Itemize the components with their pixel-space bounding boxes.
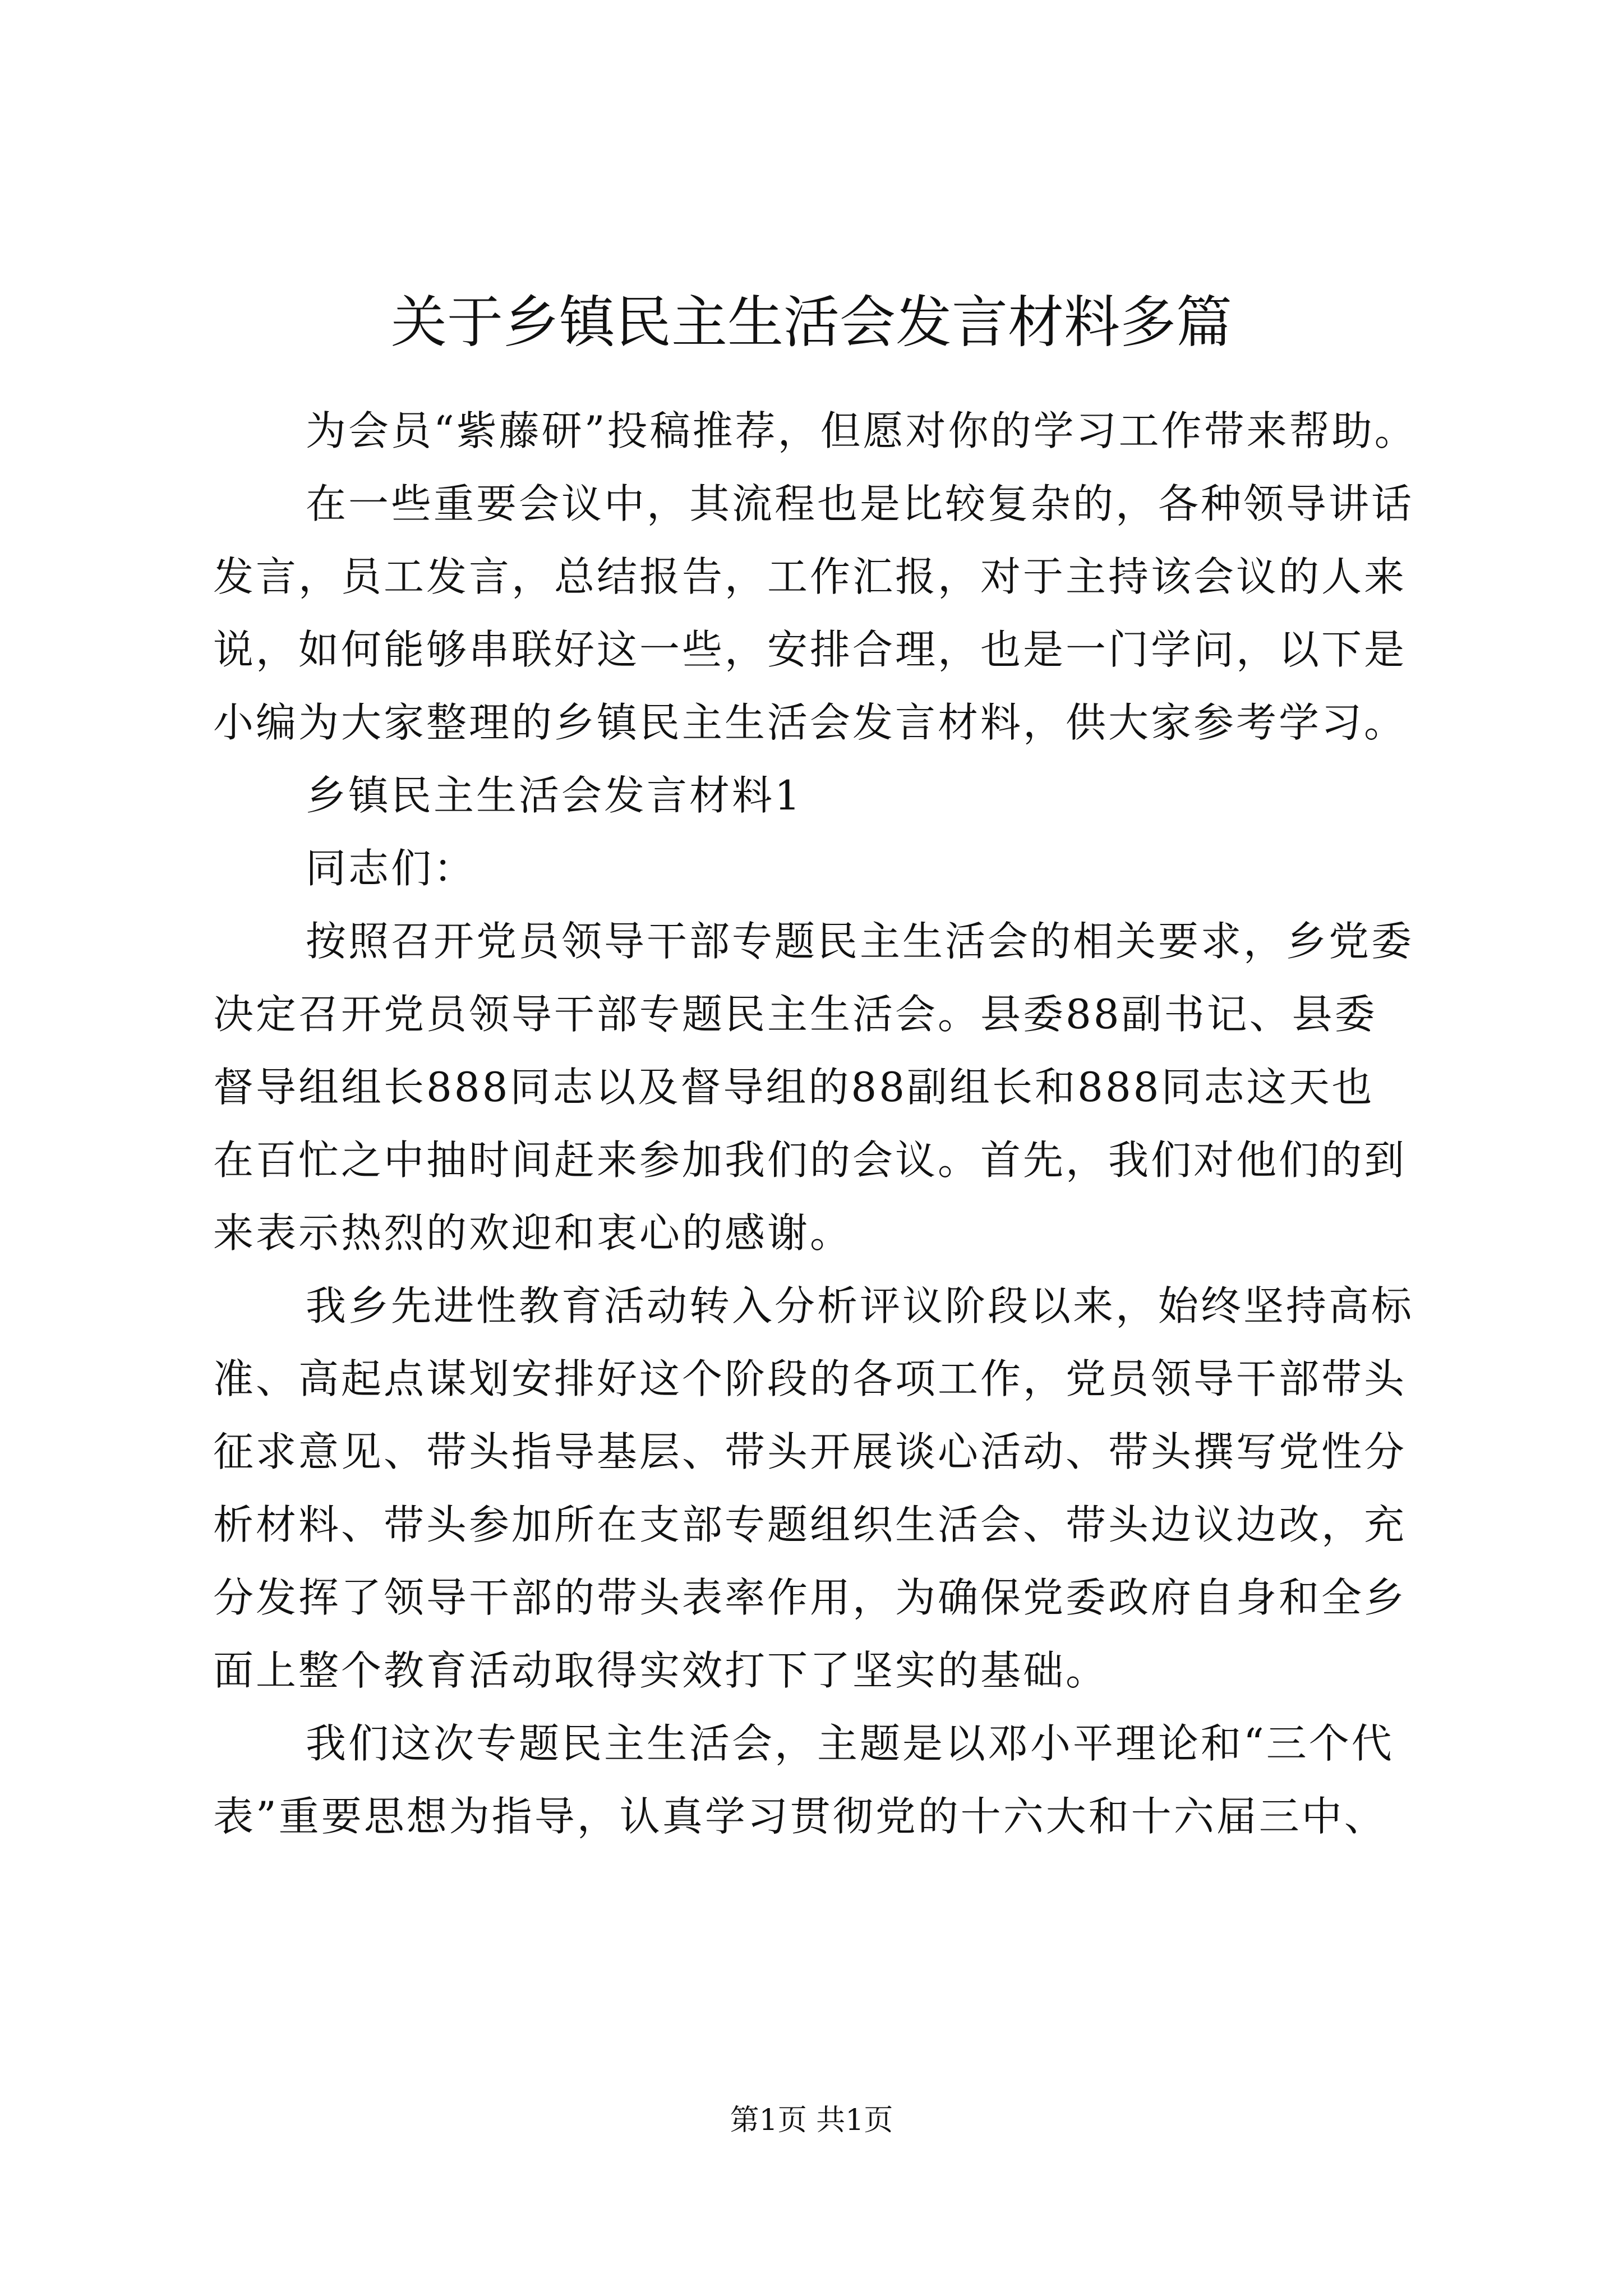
- section-heading: 乡镇民主生活会发言材料1: [306, 772, 803, 819]
- body-line: 面上整个教育活动取得实效打下了坚实的基础。: [213, 1647, 1109, 1694]
- body-line: 析材料、带头参加所在支部专题组织生活会、带头边议边改，充: [213, 1501, 1407, 1548]
- page-footer: 第1页 共1页: [730, 2104, 893, 2137]
- salutation: 同志们：: [306, 845, 477, 892]
- body-line: 按照召开党员领导干部专题民主生活会的相关要求，乡党委: [306, 918, 1414, 965]
- body-line: 说，如何能够串联好这一些，安排合理，也是一门学问，以下是: [213, 626, 1407, 673]
- body-line: 来表示热烈的欢迎和衷心的感谢。: [213, 1209, 853, 1257]
- body-line: 督导组组长888同志以及督导组的88副组长和888同志这天也: [213, 1064, 1375, 1111]
- body-line: 表”重要思想为指导，认真学习贯彻党的十六大和十六届三中、: [213, 1793, 1387, 1840]
- document-title: 关于乡镇民主生活会发言材料多篇: [391, 289, 1232, 355]
- body-line: 在百忙之中抽时间赶来参加我们的会议。首先，我们对他们的到: [213, 1137, 1407, 1184]
- body-line: 在一些重要会议中，其流程也是比较复杂的，各种领导讲话: [306, 480, 1414, 527]
- body-line: 发言，员工发言，总结报告，工作汇报，对于主持该会议的人来: [213, 553, 1407, 600]
- body-line: 小编为大家整理的乡镇民主生活会发言材料，供大家参考学习。: [213, 699, 1407, 746]
- body-line: 我乡先进性教育活动转入分析评议阶段以来，始终坚持高标: [306, 1282, 1414, 1329]
- body-line: 为会员“紫藤研”投稿推荐，但愿对你的学习工作带来帮助。: [306, 407, 1417, 454]
- body-line: 我们这次专题民主生活会，主题是以邓小平理论和“三个代: [306, 1720, 1394, 1767]
- body-line: 准、高起点谋划安排好这个阶段的各项工作，党员领导干部带头: [213, 1355, 1407, 1402]
- body-line: 分发挥了领导干部的带头表率作用，为确保党委政府自身和全乡: [213, 1574, 1407, 1621]
- body-line: 征求意见、带头指导基层、带头开展谈心活动、带头撰写党性分: [213, 1428, 1407, 1475]
- body-line: 决定召开党员领导干部专题民主生活会。县委88副书记、县委: [213, 991, 1377, 1038]
